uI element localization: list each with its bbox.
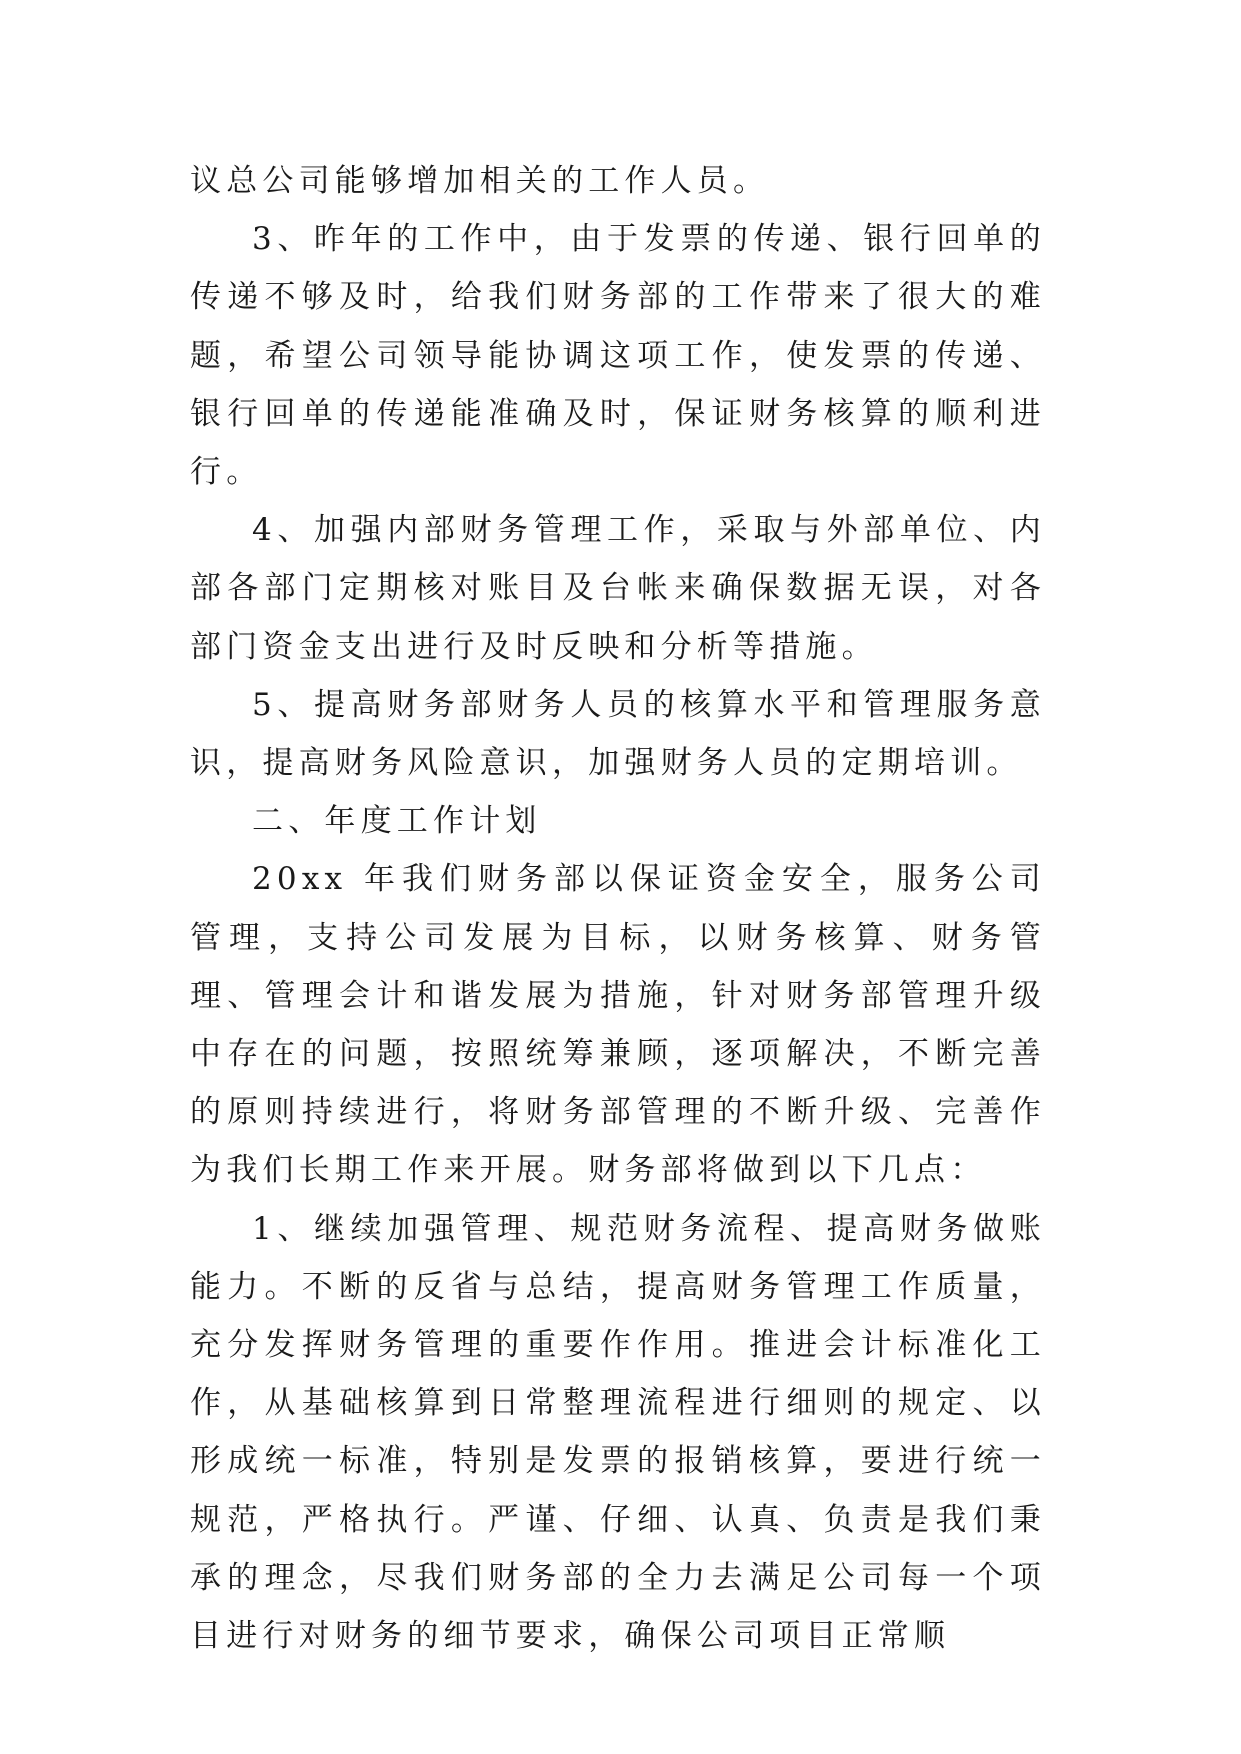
paragraph-continuation: 议总公司能够增加相关的工作人员。 bbox=[190, 163, 770, 199]
document-body bbox=[190, 152, 1046, 1665]
section-heading: 二、年度工作计划 bbox=[252, 803, 542, 840]
paragraph-item-5: 5、提高财务部财务人员的核算水平和管理服务意识，提高财务风险意识，加强财务人员的定期培训。 bbox=[190, 686, 1046, 782]
paragraph-item-4: 4、加强内部财务管理工作，采取与外部单位、内部各部门定期核对账目及台帐来确保数据无误，对各部门资金支出进行及时反映和分析等措施。 bbox=[190, 512, 1046, 665]
paragraph-item-3: 3、昨年的工作中，由于发票的传递、银行回单的传递不够及时，给我们财务部的工作带来了很大的难题，希望公司领导能协调这项工作，使发票的传递、银行回单的传递能准确及时，保证财务核算的顺利进行。 bbox=[190, 221, 1046, 491]
paragraph-plan-item-1: 1、继续加强管理、规范财务流程、提高财务做账能力。不断的反省与总结，提高财务管理工作质量，充分发挥财务管理的重要作作用。推进会计标准化工作，从基础核算到日常整理流程进行细则的规定、以形成统一标准，特别是发票的报销核算，要进行统一规范，严格执行。严谨、仔细、认真、负责是我们秉承的理念，尽我们财务部的全力去满足公司每一个项目进行对财务的细节要求，确保公司项目正常顺 bbox=[190, 1210, 1046, 1655]
paragraph-annual-plan: 20xx 年我们财务部以保证资金安全，服务公司管理，支持公司发展为目标，以财务核算、财务管理、管理会计和谐发展为措施，针对财务部管理升级中存在的问题，按照统筹兼顾，逐项解决，不断完善的原则持续进行，将财务部管理的不断升级、完善作为我们长期工作来开展。财务部将做到以下几点： bbox=[190, 861, 1046, 1189]
